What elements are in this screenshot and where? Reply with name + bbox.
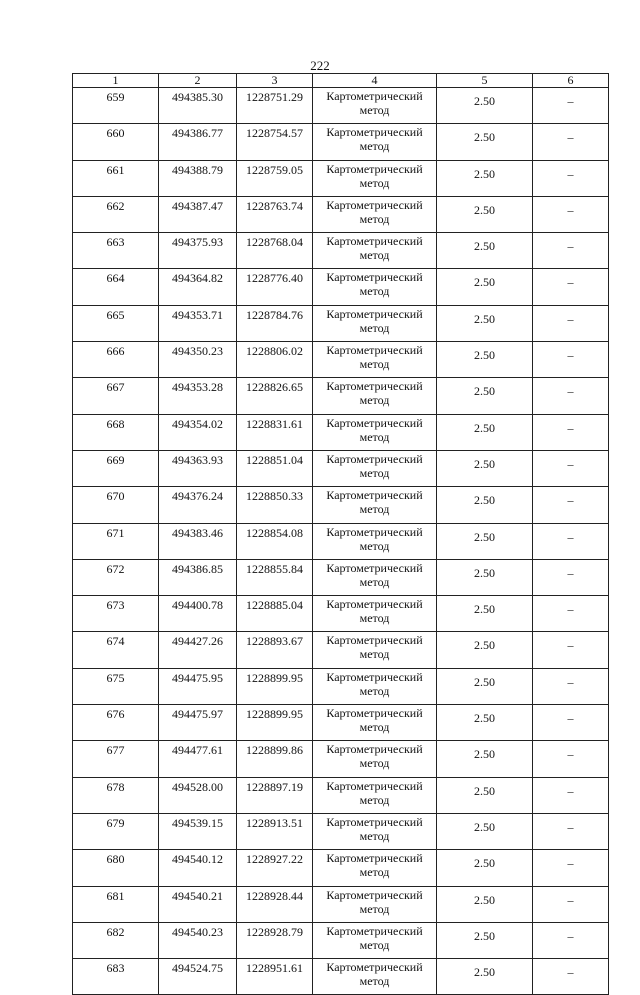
table-row [73, 124, 609, 160]
x-coordinate-cell: 494539.15 [159, 813, 237, 849]
y-coordinate-cell: 1228927.22 [237, 850, 313, 886]
x-coordinate-cell: 494376.24 [159, 487, 237, 523]
note-cell: – [533, 559, 609, 595]
table-header-row [73, 74, 609, 88]
y-coordinate-cell: 1228806.02 [237, 342, 313, 378]
point-number-cell: 681 [73, 886, 159, 922]
method-line-1: Картометрический [326, 197, 423, 212]
method-line-1: Картометрический [326, 706, 423, 721]
y-coordinate-cell: 1228899.95 [237, 668, 313, 704]
y-coordinate-cell: 1228899.95 [237, 705, 313, 741]
method-cell [313, 88, 437, 124]
method-cell [313, 305, 437, 341]
accuracy-cell: 2.50 [437, 813, 533, 849]
method-line-1: Картометрический [326, 742, 423, 757]
x-coordinate-cell: 494528.00 [159, 777, 237, 813]
x-coordinate-cell: 494540.21 [159, 886, 237, 922]
method-line-2: метод [359, 139, 390, 154]
y-coordinate-cell: 1228928.44 [237, 886, 313, 922]
method-line-1: Картометрический [326, 270, 423, 285]
method-line-2: метод [359, 429, 390, 444]
accuracy-cell: 2.50 [437, 450, 533, 486]
method-line-1: Картометрический [326, 89, 423, 103]
coordinates-table [72, 73, 609, 995]
x-coordinate-cell: 494524.75 [159, 959, 237, 995]
table-row [73, 705, 609, 741]
method-line-2: метод [359, 320, 390, 335]
accuracy-cell: 2.50 [437, 378, 533, 414]
method-line-1: Картометрический [326, 778, 423, 793]
note-cell: – [533, 886, 609, 922]
point-number-cell: 667 [73, 378, 159, 414]
x-coordinate-cell: 494540.12 [159, 850, 237, 886]
accuracy-cell: 2.50 [437, 922, 533, 958]
table-row [73, 741, 609, 777]
method-line-1: Картометрический [326, 633, 423, 648]
table-row [73, 777, 609, 813]
method-line-1: Картометрический [326, 524, 423, 539]
y-coordinate-cell: 1228928.79 [237, 922, 313, 958]
table-row [73, 88, 609, 124]
accuracy-cell: 2.50 [437, 886, 533, 922]
x-coordinate-cell: 494353.28 [159, 378, 237, 414]
x-coordinate-cell: 494353.71 [159, 305, 237, 341]
table-row [73, 596, 609, 632]
method-line-2: метод [359, 974, 390, 989]
method-line-2: метод [359, 248, 390, 263]
note-cell: – [533, 450, 609, 486]
y-coordinate-cell: 1228751.29 [237, 88, 313, 124]
point-number-cell: 675 [73, 668, 159, 704]
note-cell: – [533, 705, 609, 741]
method-line-1: Картометрический [326, 960, 423, 975]
point-number-cell: 666 [73, 342, 159, 378]
table-row [73, 668, 609, 704]
table-row [73, 342, 609, 378]
method-line-1: Картометрический [326, 234, 423, 249]
method-line-1: Картометрический [326, 343, 423, 358]
note-cell: – [533, 850, 609, 886]
y-coordinate-cell: 1228885.04 [237, 596, 313, 632]
x-coordinate-cell: 494427.26 [159, 632, 237, 668]
accuracy-cell: 2.50 [437, 160, 533, 196]
method-line-2: метод [359, 502, 390, 517]
table-row [73, 269, 609, 305]
column-header: 5 [437, 74, 533, 88]
method-cell [313, 378, 437, 414]
note-cell: – [533, 414, 609, 450]
accuracy-cell: 2.50 [437, 233, 533, 269]
y-coordinate-cell: 1228913.51 [237, 813, 313, 849]
method-line-2: метод [359, 211, 390, 226]
method-cell [313, 450, 437, 486]
method-cell [313, 269, 437, 305]
note-cell: – [533, 632, 609, 668]
point-number-cell: 664 [73, 269, 159, 305]
y-coordinate-cell: 1228768.04 [237, 233, 313, 269]
method-cell [313, 523, 437, 559]
table-row [73, 450, 609, 486]
method-cell [313, 160, 437, 196]
method-line-2: метод [359, 865, 390, 880]
method-cell [313, 668, 437, 704]
y-coordinate-cell: 1228776.40 [237, 269, 313, 305]
note-cell: – [533, 487, 609, 523]
table-row [73, 487, 609, 523]
point-number-cell: 673 [73, 596, 159, 632]
method-line-1: Картометрический [326, 923, 423, 938]
column-header: 2 [159, 74, 237, 88]
column-header: 6 [533, 74, 609, 88]
method-line-2: метод [359, 574, 390, 589]
accuracy-cell: 2.50 [437, 705, 533, 741]
note-cell: – [533, 668, 609, 704]
accuracy-cell: 2.50 [437, 777, 533, 813]
method-line-1: Картометрический [326, 560, 423, 575]
y-coordinate-cell: 1228763.74 [237, 196, 313, 232]
accuracy-cell: 2.50 [437, 196, 533, 232]
point-number-cell: 672 [73, 559, 159, 595]
table-row [73, 813, 609, 849]
method-line-2: метод [359, 828, 390, 843]
accuracy-cell: 2.50 [437, 305, 533, 341]
table-row [73, 632, 609, 668]
method-line-2: метод [359, 647, 390, 662]
method-line-1: Картометрический [326, 306, 423, 321]
x-coordinate-cell: 494364.82 [159, 269, 237, 305]
method-cell [313, 777, 437, 813]
method-cell [313, 741, 437, 777]
method-line-2: метод [359, 538, 390, 553]
method-line-1: Картометрический [326, 451, 423, 466]
y-coordinate-cell: 1228759.05 [237, 160, 313, 196]
method-line-2: метод [359, 683, 390, 698]
note-cell: – [533, 124, 609, 160]
note-cell: – [533, 378, 609, 414]
table-row [73, 850, 609, 886]
method-cell [313, 487, 437, 523]
method-line-2: метод [359, 792, 390, 807]
accuracy-cell: 2.50 [437, 559, 533, 595]
method-line-2: метод [359, 465, 390, 480]
point-number-cell: 663 [73, 233, 159, 269]
point-number-cell: 682 [73, 922, 159, 958]
note-cell: – [533, 741, 609, 777]
y-coordinate-cell: 1228893.67 [237, 632, 313, 668]
table-row [73, 160, 609, 196]
method-line-2: метод [359, 937, 390, 952]
y-coordinate-cell: 1228855.84 [237, 559, 313, 595]
method-line-1: Картометрический [326, 488, 423, 503]
y-coordinate-cell: 1228854.08 [237, 523, 313, 559]
method-cell [313, 414, 437, 450]
method-cell [313, 705, 437, 741]
column-header: 3 [237, 74, 313, 88]
point-number-cell: 668 [73, 414, 159, 450]
accuracy-cell: 2.50 [437, 269, 533, 305]
note-cell: – [533, 196, 609, 232]
accuracy-cell: 2.50 [437, 596, 533, 632]
note-cell: – [533, 342, 609, 378]
accuracy-cell: 2.50 [437, 414, 533, 450]
y-coordinate-cell: 1228899.86 [237, 741, 313, 777]
table-row [73, 886, 609, 922]
table-row [73, 922, 609, 958]
y-coordinate-cell: 1228784.76 [237, 305, 313, 341]
method-line-2: метод [359, 901, 390, 916]
accuracy-cell: 2.50 [437, 741, 533, 777]
point-number-cell: 671 [73, 523, 159, 559]
x-coordinate-cell: 494363.93 [159, 450, 237, 486]
table-row [73, 378, 609, 414]
point-number-cell: 683 [73, 959, 159, 995]
table-row [73, 959, 609, 995]
x-coordinate-cell: 494383.46 [159, 523, 237, 559]
point-number-cell: 677 [73, 741, 159, 777]
point-number-cell: 669 [73, 450, 159, 486]
x-coordinate-cell: 494350.23 [159, 342, 237, 378]
method-cell [313, 196, 437, 232]
note-cell: – [533, 596, 609, 632]
x-coordinate-cell: 494386.77 [159, 124, 237, 160]
method-line-2: метод [359, 175, 390, 190]
x-coordinate-cell: 494387.47 [159, 196, 237, 232]
method-cell [313, 632, 437, 668]
note-cell: – [533, 813, 609, 849]
accuracy-cell: 2.50 [437, 342, 533, 378]
method-cell [313, 342, 437, 378]
point-number-cell: 676 [73, 705, 159, 741]
note-cell: – [533, 160, 609, 196]
table-row [73, 305, 609, 341]
note-cell: – [533, 233, 609, 269]
method-line-2: метод [359, 103, 390, 117]
method-line-2: метод [359, 357, 390, 372]
method-cell [313, 922, 437, 958]
table-row [73, 233, 609, 269]
method-line-2: метод [359, 284, 390, 299]
method-line-1: Картометрический [326, 125, 423, 140]
y-coordinate-cell: 1228851.04 [237, 450, 313, 486]
method-line-1: Картометрический [326, 851, 423, 866]
table-row [73, 559, 609, 595]
note-cell: – [533, 777, 609, 813]
point-number-cell: 674 [73, 632, 159, 668]
x-coordinate-cell: 494354.02 [159, 414, 237, 450]
accuracy-cell: 2.50 [437, 523, 533, 559]
x-coordinate-cell: 494475.95 [159, 668, 237, 704]
point-number-cell: 680 [73, 850, 159, 886]
x-coordinate-cell: 494540.23 [159, 922, 237, 958]
method-line-2: метод [359, 393, 390, 408]
x-coordinate-cell: 494386.85 [159, 559, 237, 595]
method-cell [313, 850, 437, 886]
method-cell [313, 886, 437, 922]
point-number-cell: 660 [73, 124, 159, 160]
y-coordinate-cell: 1228850.33 [237, 487, 313, 523]
method-line-1: Картометрический [326, 669, 423, 684]
note-cell: – [533, 269, 609, 305]
note-cell: – [533, 88, 609, 124]
point-number-cell: 662 [73, 196, 159, 232]
column-header: 4 [313, 74, 437, 88]
note-cell: – [533, 305, 609, 341]
x-coordinate-cell: 494385.30 [159, 88, 237, 124]
y-coordinate-cell: 1228951.61 [237, 959, 313, 995]
method-line-2: метод [359, 720, 390, 735]
accuracy-cell: 2.50 [437, 124, 533, 160]
method-cell [313, 596, 437, 632]
x-coordinate-cell: 494375.93 [159, 233, 237, 269]
method-cell [313, 233, 437, 269]
point-number-cell: 678 [73, 777, 159, 813]
method-line-2: метод [359, 611, 390, 626]
method-line-1: Картометрический [326, 814, 423, 829]
x-coordinate-cell: 494388.79 [159, 160, 237, 196]
point-number-cell: 670 [73, 487, 159, 523]
y-coordinate-cell: 1228754.57 [237, 124, 313, 160]
method-cell [313, 813, 437, 849]
point-number-cell: 665 [73, 305, 159, 341]
point-number-cell: 679 [73, 813, 159, 849]
accuracy-cell: 2.50 [437, 88, 533, 124]
x-coordinate-cell: 494400.78 [159, 596, 237, 632]
method-line-1: Картометрический [326, 597, 423, 612]
y-coordinate-cell: 1228831.61 [237, 414, 313, 450]
accuracy-cell: 2.50 [437, 850, 533, 886]
method-line-2: метод [359, 756, 390, 771]
note-cell: – [533, 959, 609, 995]
point-number-cell: 659 [73, 88, 159, 124]
table-row [73, 414, 609, 450]
table-row [73, 523, 609, 559]
table-row [73, 196, 609, 232]
method-cell [313, 959, 437, 995]
accuracy-cell: 2.50 [437, 668, 533, 704]
column-header: 1 [73, 74, 159, 88]
x-coordinate-cell: 494475.97 [159, 705, 237, 741]
method-line-1: Картометрический [326, 161, 423, 176]
accuracy-cell: 2.50 [437, 632, 533, 668]
y-coordinate-cell: 1228826.65 [237, 378, 313, 414]
method-cell [313, 559, 437, 595]
note-cell: – [533, 922, 609, 958]
y-coordinate-cell: 1228897.19 [237, 777, 313, 813]
method-line-1: Картометрический [326, 415, 423, 430]
note-cell: – [533, 523, 609, 559]
page-number: 222 [310, 58, 330, 73]
accuracy-cell: 2.50 [437, 487, 533, 523]
accuracy-cell: 2.50 [437, 959, 533, 995]
method-line-1: Картометрический [326, 379, 423, 394]
method-cell [313, 124, 437, 160]
x-coordinate-cell: 494477.61 [159, 741, 237, 777]
point-number-cell: 661 [73, 160, 159, 196]
method-line-1: Картометрический [326, 887, 423, 902]
